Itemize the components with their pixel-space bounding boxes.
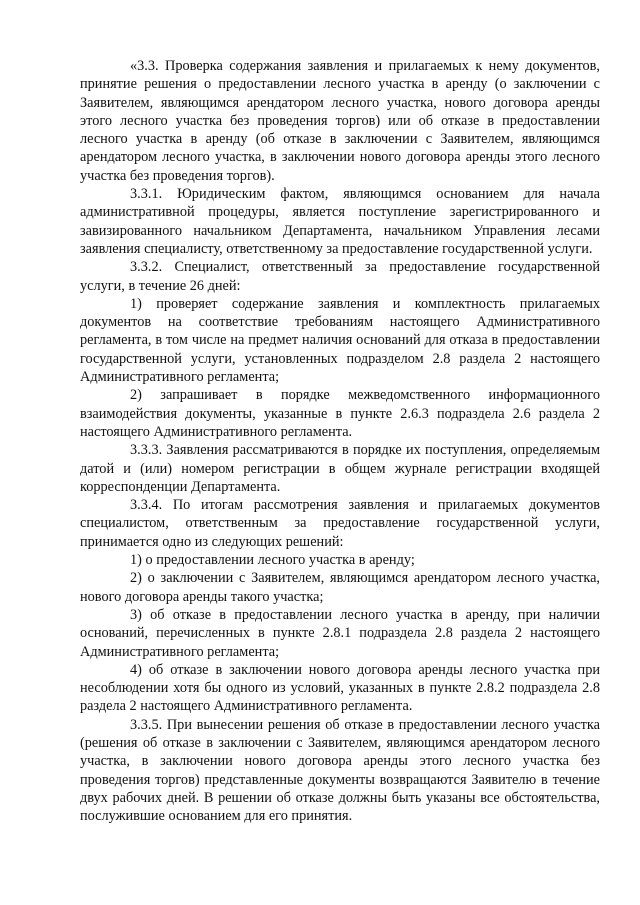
list-item-3-3-2-1: 1) проверяет содержание заявления и комплектность прилагаемых документов на соответствие требованиям настоящего Административного регламента, в том числе на предмет наличия оснований для отказа в предоставлении государственной услуги, установленных подразделом 2.8 раздела 2 настоящего Административного регламента; [80, 295, 600, 386]
list-item-3-3-4-4: 4) об отказе в заключении нового договора аренды лесного участка при несоблюдении хотя бы одного из условий, указанных в пункте 2.8.2 подраздела 2.8 раздела 2 настоящего Административного регламента. [80, 661, 600, 715]
paragraph-3-3-5: 3.3.5. При вынесении решения об отказе в предоставлении лесного участка (решения об отказе в заключении с Заявителем, являющимся арендатором лесного участка, в заключении нового договора аренды этого лесного участка без проведения торгов) представленные документы возвращаются Заявителю в течение двух рабочих дней. В решении об отказе должны быть указаны все обстоятельства, послужившие основанием для его принятия. [80, 716, 600, 825]
paragraph-3-3-3: 3.3.3. Заявления рассматриваются в порядке их поступления, определяемым датой и (или) номером регистрации в общем журнале регистрации входящей корреспонденции Департамента. [80, 442, 600, 495]
paragraph-3-3-2: 3.3.2. Специалист, ответственный за предоставление государственной услуги, в течение 26 дней: [80, 259, 600, 294]
list-item-3-3-4-3: 3) об отказе в предоставлении лесного участка в аренду, при наличии оснований, перечисленных в пункте 2.8.1 подраздела 2.8 раздела 2 настоящего Административного регламента; [80, 606, 600, 660]
paragraph-3-3-1: 3.3.1. Юридическим фактом, являющимся основанием для начала административной процедуры, является поступление зарегистрированного и завизированного начальником Департамента, начальником Управления лесами заявления специалисту, ответственному за предоставление государственной услуги. [80, 186, 600, 257]
list-item-3-3-2-2: 2) запрашивает в порядке межведомственного информационного взаимодействия документы, указанные в пункте 2.6.3 подраздела 2.6 раздела 2 настоящего Административного регламента. [80, 387, 600, 440]
document-page [80, 57, 600, 825]
list-item-3-3-4-1: 1) о предоставлении лесного участка в аренду; [130, 552, 415, 569]
list-item-3-3-4-2: 2) о заключении с Заявителем, являющимся арендатором лесного участка, нового договора аренды такого участка; [80, 570, 600, 605]
paragraph-3-3: «3.3. Проверка содержания заявления и прилагаемых к нему документов, принятие решения о предоставлении лесного участка в аренду (о заключении с Заявителем, являющимся арендатором лесного участка, нового договора аренды этого лесного участка без проведения торгов) или об отказе в предоставлении лесного участка в аренду (об отказе в заключении с Заявителем, являющимся арендатором лесного участка, в заключении нового договора аренды этого лесного участка без проведения торгов). [80, 58, 600, 184]
paragraph-3-3-4: 3.3.4. По итогам рассмотрения заявления и прилагаемых документов специалистом, ответственным за предоставление государственной услуги, принимается одно из следующих решений: [80, 497, 600, 550]
